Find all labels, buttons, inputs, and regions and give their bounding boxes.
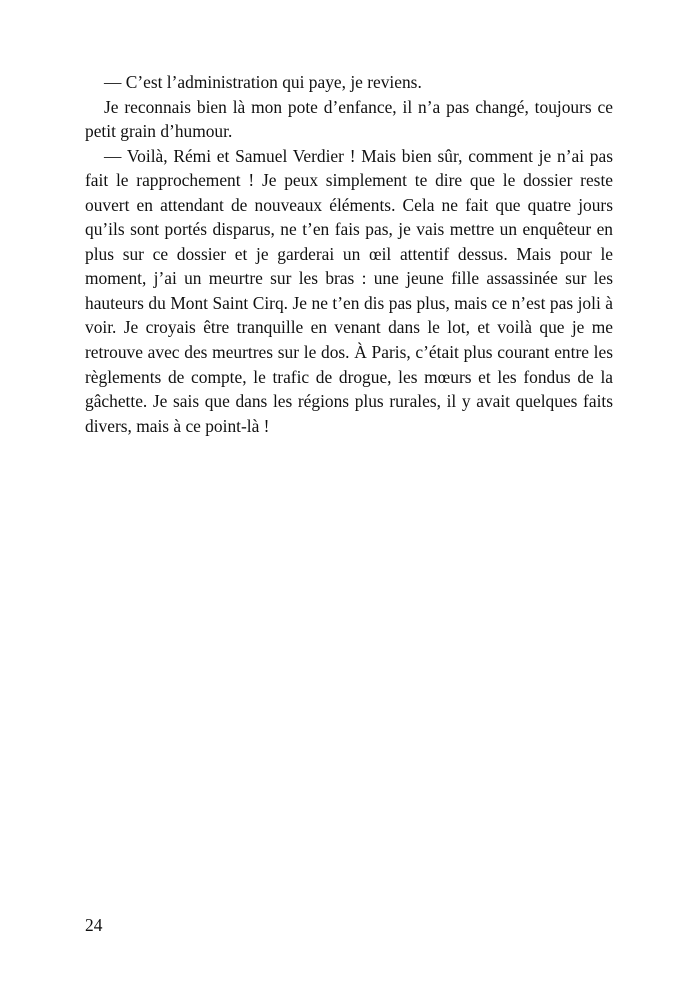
paragraph-narration: Je reconnais bien là mon pote d’enfance, il n’a pas changé, toujours ce petit grain d’humour. <box>85 96 613 142</box>
paragraph-dialogue-2: — Voilà, Rémi et Samuel Verdier ! Mais bien sûr, comment je n’ai pas fait le rapprochement ! Je peux simplement te dire que le dossier reste ouvert en attendant de nouveaux éléments. Cela ne fait que quatre jours qu’ils sont portés disparus, ne t’en fais pas, je vais mettre un enquêteur en plus sur ce dossier et je garderai un œil attentif dessus. Mais pour le moment, j’ai un meurtre sur les bras : une jeune fille assassinée sur les hauteurs du Mont Saint Cirq. Je ne t’en dis pas plus, mais ce n’est pas joli à voir. Je croyais être tranquille en venant dans le lot, et voilà que je me retrouve avec des meurtres sur le dos. À Paris, c’était plus courant entre les règlements de compte, le trafic de drogue, les mœurs et les fondus de la gâchette. Je sais que dans les régions plus rurales, il y avait quelques faits divers, mais à ce point-là ! <box>85 145 613 436</box>
page-number: 24 <box>85 915 103 935</box>
paragraph-dialogue-1: — C’est l’administration qui paye, je reviens. <box>104 72 422 92</box>
page-body <box>85 70 613 438</box>
